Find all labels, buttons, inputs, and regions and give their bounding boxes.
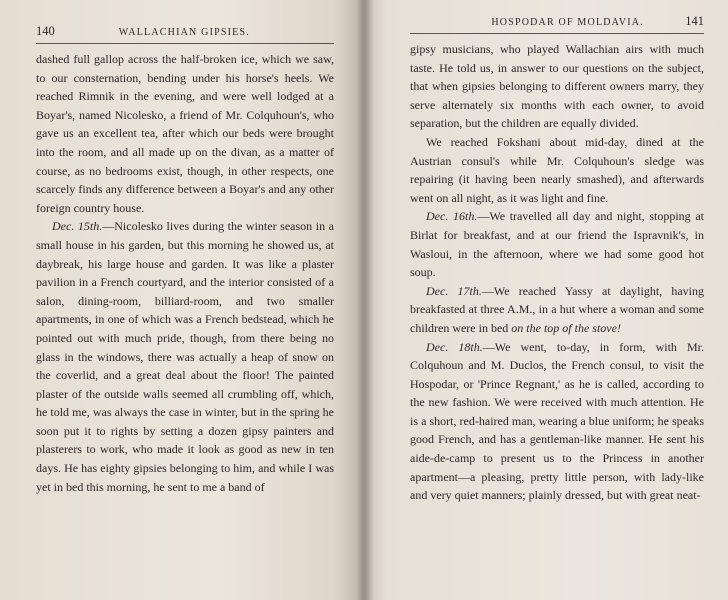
left-page-number: 140 [36,24,55,38]
right-page [364,0,728,600]
date-heading: Dec. 15th. [52,219,103,234]
paragraph [36,50,334,217]
paragraph-text: —Nicolesko lives during the winter season in a small house in his garden, but this morning he showed us, at daybreak, his large house and garden. It was like a plaster pavilion in a French courtyard, and the interior consisted of a salon, dining-room, billiard-room, and two smaller apartments, in one of which was a French bedstead, which he pointed out with much pride, though, from there being no glass in the windows, there was actually a heap of snow on the coverlid, and a great deal about the floor! The painted plaster of the outside walls seemed all crumbling off, which, he told me, was always the case in winter, but in the spring he soon put it to rights by setting a dozen gipsy painters and plasterers to work, who made it look as good as new in ten days. He has eighty gipsies belonging to him, and while I was yet in bed this morning, he sent to me a band of [36,219,334,494]
emphasis-text: on the top of the stove! [511,320,621,335]
date-heading: Dec. 16th. [426,209,478,224]
paragraph [410,133,704,207]
right-page-number: 141 [685,14,704,28]
left-page-header [36,24,334,39]
paragraph [410,40,704,133]
paragraph-text: —We reached Yassy at daylight, having breakfasted at three A.M., in a hut where a woman and some children were in bed [410,283,705,335]
paragraph [410,282,704,338]
right-page-text [410,40,704,505]
right-header-rule [410,33,704,34]
paragraph-text: dashed full gallop across the half-broken ice, which we saw, to our consternation, bending under his horse's heels. We reached Rimnik in the evening, and were well lodged at a Boyar's, named Nicolesko, a friend of Mr. Colquhoun's, who gave us an excellent tea, after which our beds were brought into the room, and all made up on the divan, as a matter of course, as no bedrooms exist, though, in other respects, one scarcely finds any difference between a Boyar's and any other foreign country house. [36,52,334,215]
paragraph [36,217,334,496]
paragraph-text: gipsy musicians, who played Wallachian airs with much taste. He told us, in answer to our questions on the subject, that when gipsies belonging to different owners marry, they serve alternately six months with each owner, to avoid separation, but the children are equally divided. [410,42,704,131]
date-heading: Dec. 18th. [426,339,483,354]
paragraph [410,207,704,281]
paragraph-text: —We travelled all day and night, stopping at Birlat for breakfast, and at our friend the Ispravnik's, in Wasloui, in the afternoon, where we had some good hot soup. [410,209,704,280]
left-running-title: WALLACHIAN GIPSIES. [118,27,250,38]
paragraph [410,338,704,505]
date-heading: Dec. 17th. [426,283,482,298]
paragraph-text: We reached Fokshani about mid-day, dined at the Austrian consul's while Mr. Colquhoun's sledge was repairing (it having been nearly smashed), and afterwards went on all night, as it was light and fine. [410,134,704,205]
book-gutter [356,0,374,600]
right-page-header [410,14,704,29]
left-page-text [36,50,334,496]
paragraph-text: —We went, to-day, in form, with Mr. Colquhoun and M. Duclos, the French consul, to visit the Hospodar, or 'Prince Regnant,' as he is called, according to the new fashion. We were received with much attention. He is a short, red-haired man, wearing a blue uniform; he speaks good French, and has a gentleman-like manner. He sent his aide-de-camp to present us to the Princess in another apartment—a pleasing, pretty little person, with lady-like and very quiet manners; plainly dressed, but with great neat- [410,339,704,503]
left-header-rule [36,43,334,44]
right-running-title: HOSPODAR OF MOLDAVIA. [491,17,644,28]
